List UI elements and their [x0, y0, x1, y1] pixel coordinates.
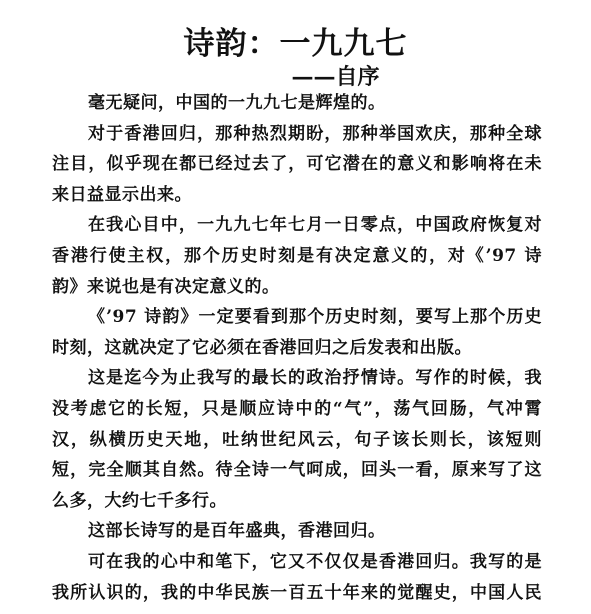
text-line: 么多，大约七千多行。: [52, 490, 227, 511]
text-line: 香港行使主权，那个历史时刻是有决定意义的，对《’97 诗: [52, 245, 542, 266]
text-line: 汉，纵横历史天地，吐纳世纪风云，句子该长则长，该短则: [52, 429, 542, 450]
text-line: 毫无疑问，中国的一九九七是辉煌的。: [88, 93, 386, 113]
text-line: 时刻，这就决定了它必须在香港回归之后发表和出版。: [52, 337, 472, 358]
text-line: 《’97 诗韵》一定要看到那个历史时刻，要写上那个历史: [88, 307, 542, 328]
text-line: 没考虑它的长短，只是顺应诗中的“气”，荡气回肠，气冲霄: [52, 398, 542, 419]
text-line: 我所认识的，我的中华民族一百五十年来的觉醒史，中国人民: [52, 582, 542, 603]
page-subtitle: ——自序: [291, 64, 380, 90]
text-line: 这部长诗写的是百年盛典，香港回归。: [88, 521, 386, 542]
text-line: 可在我的心中和笔下，它又不仅仅是香港回归。我写的是: [88, 551, 542, 572]
body-text: [52, 88, 542, 608]
text-line: 这是迄今为止我写的最长的政治抒情诗。写作的时候，我: [88, 368, 542, 389]
page-title: 诗韵：一九九七: [183, 26, 408, 62]
text-line: 在我心目中，一九九七年七月一日零点，中国政府恢复对: [88, 215, 542, 236]
text-line: 对于香港回归，那种热烈期盼，那种举国欢庆，那种全球: [88, 123, 542, 144]
text-line: 韵》来说也是有决定意义的。: [52, 276, 280, 297]
text-line: 短，完全顺其自然。待全诗一气呵成，回头一看，原来写了这: [52, 460, 542, 481]
text-line: 注目，似乎现在都已经过去了，可它潜在的意义和影响将在未: [52, 154, 542, 175]
text-line: 来日益显示出来。: [52, 184, 192, 205]
